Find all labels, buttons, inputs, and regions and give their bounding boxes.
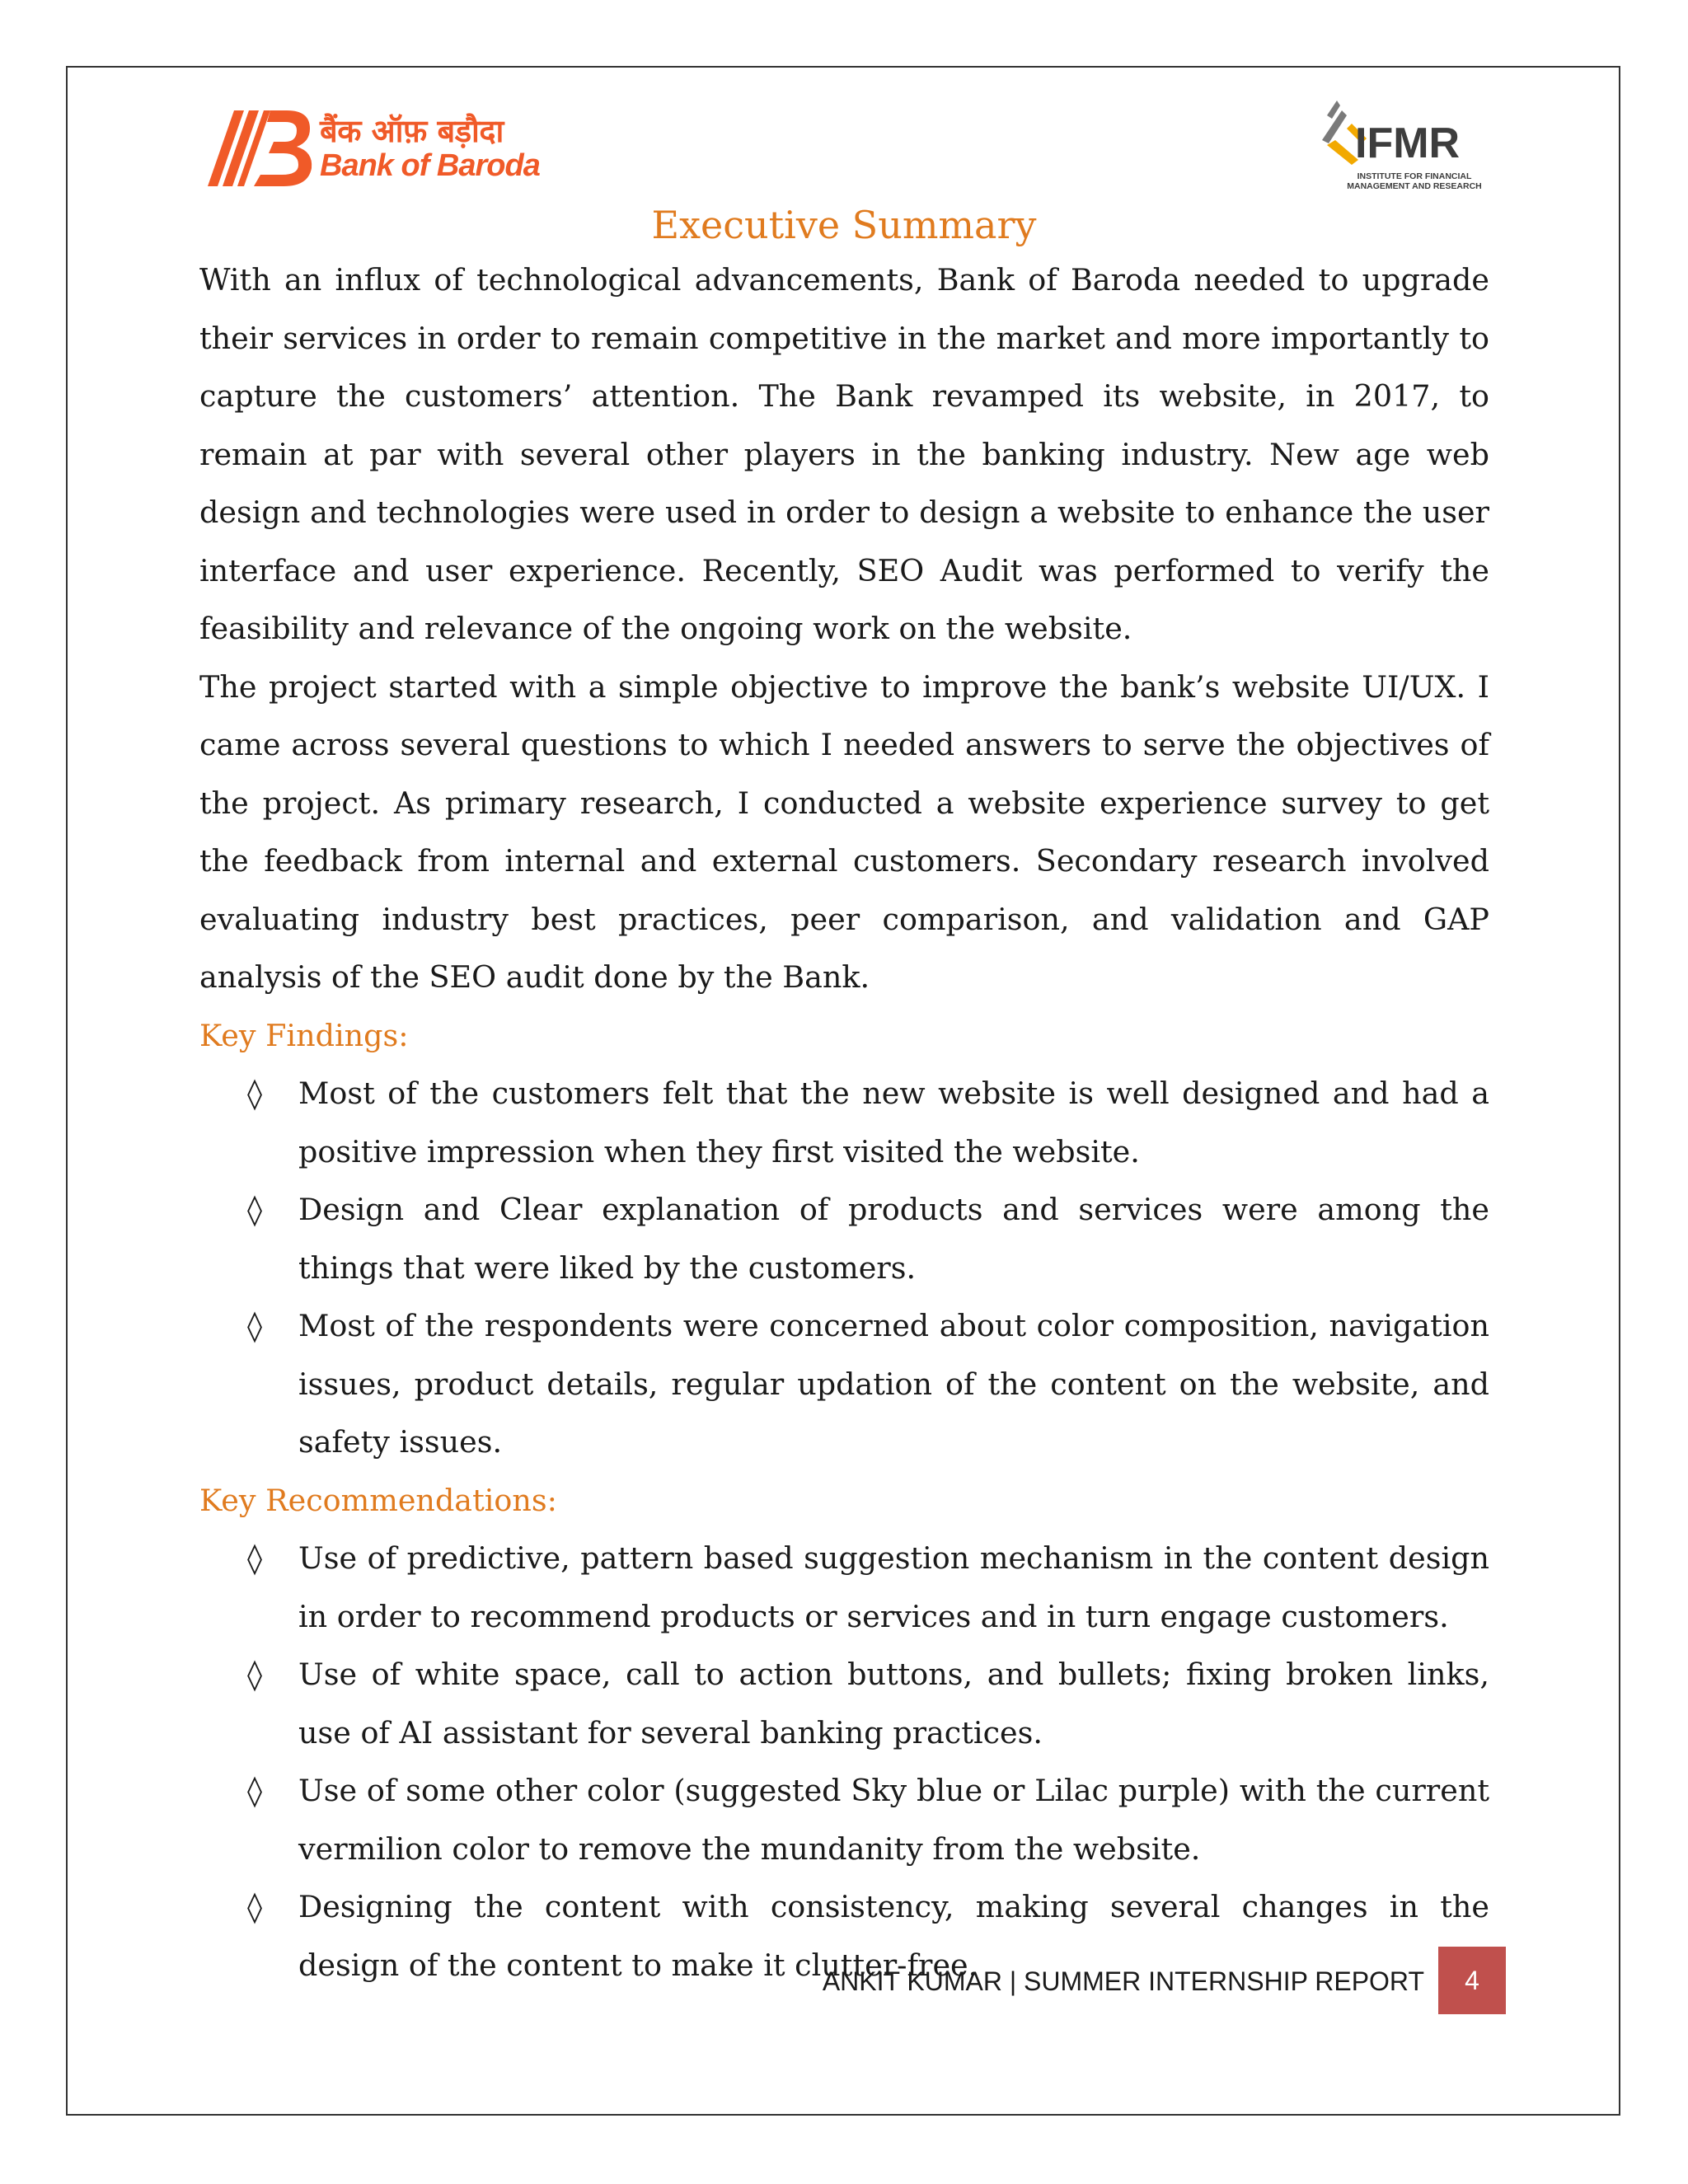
finding-text: Design and Clear explanation of products and services were among the things that were liked by the customers. [298,1192,1489,1286]
bank-logo-english-text: Bank of Baroda [320,148,540,183]
diamond-bullet-icon: ◊ [247,1308,263,1343]
page-number: 4 [1438,1947,1506,2014]
list-item [199,1762,1489,1878]
recommendation-text: Designing the content with consistency, making several changes in the design of the content to make it clutter-free. [298,1889,1489,1983]
finding-text: Most of the customers felt that the new website is well designed and had a positive impression when they first visited the website. [298,1076,1489,1169]
diamond-bullet-icon: ◊ [247,1889,263,1924]
recommendation-text: Use of white space, call to action buttons, and bullets; fixing broken links, use of AI assistant for several banking practices. [298,1657,1489,1750]
list-item [199,1181,1489,1297]
bank-logo-hindi-text: बैंक ऑफ़ बड़ौदा [320,113,504,149]
summary-paragraph-1: With an influx of technological advancements, Bank of Baroda needed to upgrade their services in order to remain competitive in the market and more importantly to capture the customers’ attention. The Bank revamped its website, in 2017, to remain at par with several other players in the banking industry. New age web design and technologies were used in order to design a website to enhance the user interface and user experience. Recently, SEO Audit was performed to verify the feasibility and relevance of the ongoing work on the website. [199,262,1489,646]
recommendation-text: Use of predictive, pattern based suggestion mechanism in the content design in order to recommend products or services and in turn engage customers. [298,1540,1489,1634]
baroda-sun-icon [201,105,316,192]
ifmr-logo [1319,97,1500,196]
finding-text: Most of the respondents were concerned about color composition, navigation issues, product details, regular updation of the content on the website, and safety issues. [298,1308,1489,1460]
diamond-bullet-icon: ◊ [247,1657,263,1692]
diamond-bullet-icon: ◊ [247,1540,263,1576]
list-item [199,1065,1489,1181]
diamond-bullet-icon: ◊ [247,1076,263,1111]
diamond-bullet-icon: ◊ [247,1192,263,1227]
ifmr-logo-tagline: INSTITUTE FOR FINANCIAL MANAGEMENT AND RESEARCH [1347,171,1482,191]
key-recommendations-list [199,1530,1489,1994]
bank-of-baroda-logo [201,105,540,192]
key-findings-heading: Key Findings: [199,1017,409,1053]
list-item [199,1530,1489,1646]
page-title: Executive Summary [651,203,1037,247]
ifmr-logo-text: IFMR [1355,120,1461,167]
summary-paragraph-2: The project started with a simple objective to improve the bank’s website UI/UX. I came across several questions to which I needed answers to serve the objectives of the project. As primary research, I conducted a website experience survey to get the feedback from internal and external customers. Secondary research involved evaluating industry best practices, peer comparison, and validation and GAP analysis of the SEO audit done by the Bank. [199,668,1489,995]
recommendation-text: Use of some other color (suggested Sky blue or Lilac purple) with the current vermilion color to remove the mundanity from the website. [298,1773,1489,1867]
key-findings-list [199,1065,1489,1472]
footer-text: ANKIT KUMAR | SUMMER INTERNSHIP REPORT [822,1966,1424,1996]
key-recommendations-heading: Key Recommendations: [199,1482,557,1518]
diamond-bullet-icon: ◊ [247,1773,263,1808]
document-body [199,251,1489,1994]
list-item [199,1297,1489,1472]
list-item [199,1646,1489,1762]
